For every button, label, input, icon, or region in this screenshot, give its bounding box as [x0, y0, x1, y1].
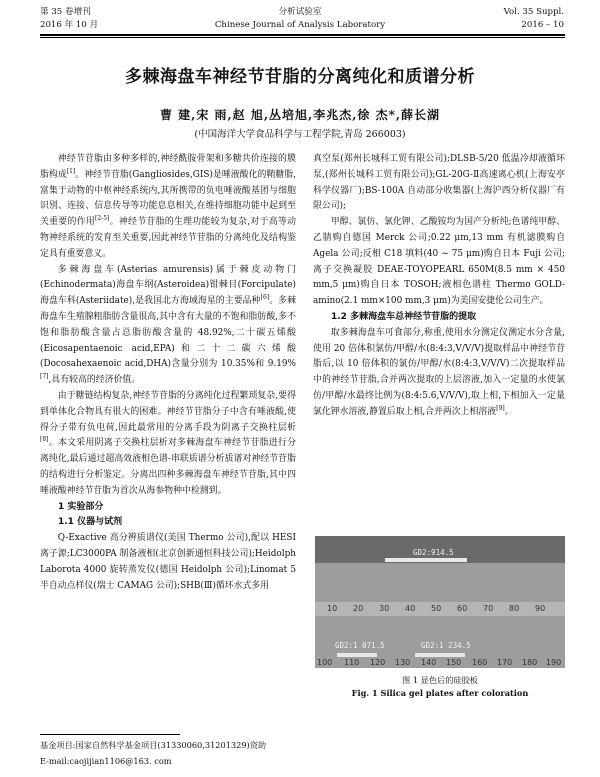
section-heading-experimental: 1 实验部分: [58, 501, 104, 512]
figure-caption-cn: 图 1 显色后的硅胶板: [402, 675, 478, 685]
citation: [2-5]: [95, 215, 110, 223]
scale-tick: 80: [509, 604, 520, 613]
citation: [8]: [40, 436, 49, 444]
intro-paragraph-3: 由于糖链结构复杂,神经节苷脂的分离纯化过程繁琐复杂,要得到单体化合物具有很大的困难。神经节苷脂分子中含有唾液酸,使得分子带有负电荷,因此最常用的分离手段为阴离子交换柱层析[8]。本文采用阴离子交换柱层析对多棘海盘车神经节苷脂进行分离纯化,最后通过超高效液相色谱-串联质谱分析质谱对神经节苷脂的结构进行分析鉴定。分离出四种多棘海盘车神经节苷脂,其中四唾液酸神经节苷脂为首次从海参物种中检测到。: [40, 390, 296, 496]
plate-band: [415, 653, 465, 657]
band-label: GD2:1 234.5: [421, 641, 471, 650]
figure-silica-gel-plate: [315, 536, 565, 668]
affiliation: (中国海洋大学食品科学与工程学院,青岛 266003): [194, 129, 406, 140]
scale-tick: 30: [379, 604, 390, 613]
left-column: [40, 152, 296, 594]
band-label: GD2:914.5: [413, 548, 454, 557]
scale-tick: 70: [483, 604, 494, 613]
scale-tick: 160: [472, 658, 488, 667]
author-list: 曹 建,宋 雨,赵 旭,丛培旭,李兆杰,徐 杰*,薛长湖: [159, 108, 441, 122]
footnote-email: E-mail:caojijian1106@163. com: [40, 756, 172, 766]
citation: [9]: [496, 404, 505, 412]
intro-paragraph-2: 多棘海盘车(Asterias amurensis)属于棘皮动物门(Echinodermata)海盘车纲(Asteroidea)钳棘目(Forcipulate)海盘车科(Asteriidate),是我国北方海域海星的主要品种[6]。多棘海盘车生殖腺粗脂肪含量很高,其中含有大量的不饱和脂肪酸,多不饱和脂肪酸含量占总脂肪酸含量的 48.92%,二十碳五烯酸(Eicosapentaenoic acid,EPA)和二十二碳六烯酸(Docosahexaenoic acid,DHA)含量分别为 10.35%和 9.19%[7],具有较高的经济价值。: [40, 264, 296, 386]
intro-paragraph-1: 神经节苷脂由多种多样的,神经酰胺骨架和多糖共价连接的膜脂构成[1]。神经节苷脂(Gangliosides,GIS)是唾液酸化的鞘糖脂,富集于动物的中枢神经系统内,其所携带的负电唾液酸基团与细胞识别、连接、信息传导等功能息息相关,在维持细胞功能中起到至关重要的作用[2-5]。神经节苷脂的生理功能较为复杂,对于高等动物神经系统的发育至关重要,因此神经节苷脂的分离纯化及结构鉴定具有重要意义。: [40, 154, 297, 259]
scale-tick: 40: [405, 604, 416, 613]
header-rule-thin: [40, 37, 565, 38]
header-volume-en: Vol. 35 Suppl.: [503, 7, 564, 17]
extraction-paragraph: 取多棘海盘车可食部分,称重,使用水分测定仪测定水分含量,使用 20 倍体积氯仿/甲醇/水(8:4:3,V/V/V)提取样品中神经节苷脂后,以 10 倍体积的氯仿/甲醇/水(8:4:3,V/V/V)二次提取样品中的神经节苷脂,合并两次提取的上层溶液,加入一定量的水使氯仿/甲醇/水最终比例为(8:4:5.6,V/V/V),取上相,下相加入一定量氯化钾水溶液,静置后取上相,合并两次上相溶液[9]。: [313, 327, 565, 417]
subsection-heading-extraction: 1.2 多棘海盘车总神经节苷脂的提取: [331, 311, 477, 322]
subsection-heading-instruments: 1.1 仪器与试剂: [58, 517, 123, 528]
scale-tick: 60: [457, 604, 468, 613]
scale-tick: 180: [522, 658, 538, 667]
right-column: [313, 152, 565, 421]
header-journal-en: Chinese Journal of Analysis Laboratory: [214, 20, 386, 30]
scale-tick: 10: [327, 604, 338, 613]
instruments-paragraph-cont: 真空泵(郑州长城科工贸有限公司);DLSB-5/20 低温冷却液循环泵,(郑州长城科工贸有限公司);GL-20G-Ⅱ高速离心机(上海安亭科学仪器厂);BS-100A 自动部分收集器(上海沪西分析仪器厂有限公司);: [313, 154, 565, 212]
article-title: 多棘海盘车神经节苷脂的分离纯化和质谱分析: [125, 67, 475, 87]
citation: [6]: [260, 294, 270, 302]
scale-tick: 50: [431, 604, 442, 613]
scale-tick: 150: [446, 658, 462, 667]
scale-tick: 20: [353, 604, 364, 613]
header-rule-thick: [40, 34, 565, 36]
plate-band: [385, 558, 467, 562]
scale-tick: 130: [395, 658, 411, 667]
reagents-paragraph: 甲醇、氯仿、氯化钾、乙酸铵均为国产分析纯;色谱纯甲醇、乙腈购自德国 Merck 公司;0.22 μm,13 mm 有机滤膜购自 Agela 公司;反相 C18 填料(40 ~ 75 μm)购自日本 Fuji 公司;离子交换凝胶 DEAE-TOYOPEARL 650M(8.5 mm × 450 mm,5 μm)购自日本 TOSOH;液相色谱柱 Thermo GOLD-amino(2.1 mm×100 mm,3 μm)为美国安捷伦公司生产。: [313, 217, 565, 307]
header-journal-cn: 分析试验室: [278, 7, 322, 17]
header-date-cn: 2016 年 10 月: [40, 20, 99, 30]
citation: [7]: [40, 373, 49, 381]
citation: [1]: [66, 167, 76, 175]
instruments-paragraph: Q-Exactive 高分辨质谱仪(美国 Thermo 公司),配以 HESI 离子源;LC3000PA 制备液相(北京创新通恒科技公司);Heidolph Laborota 4000 旋转蒸发仪(德国 Heidolph 公司);Linomat 5 半自动点样仪(瑞士 CAMAG 公司);SHB(Ⅲ)循环水式多用: [40, 533, 296, 591]
header-date-en: 2016 – 10: [521, 20, 564, 30]
band-label: GD2:1 071.5: [335, 641, 385, 650]
scale-tick: 110: [344, 658, 360, 667]
footnote-rule: [40, 734, 180, 735]
plate-band: [337, 653, 377, 657]
figure-caption-en: Fig. 1 Silica gel plates after coloration: [351, 688, 529, 698]
scale-tick: 120: [370, 658, 386, 667]
footnote-fund: 基金项目:国家自然科学基金项目(31330060,31201329)资助: [40, 740, 267, 750]
header-volume-cn: 第 35 卷增刊: [40, 7, 91, 17]
scale-tick: 90: [535, 604, 546, 613]
scale-tick: 140: [421, 658, 437, 667]
scale-tick: 190: [546, 658, 562, 667]
scale-tick: 100: [317, 658, 333, 667]
scale-tick: 170: [497, 658, 513, 667]
